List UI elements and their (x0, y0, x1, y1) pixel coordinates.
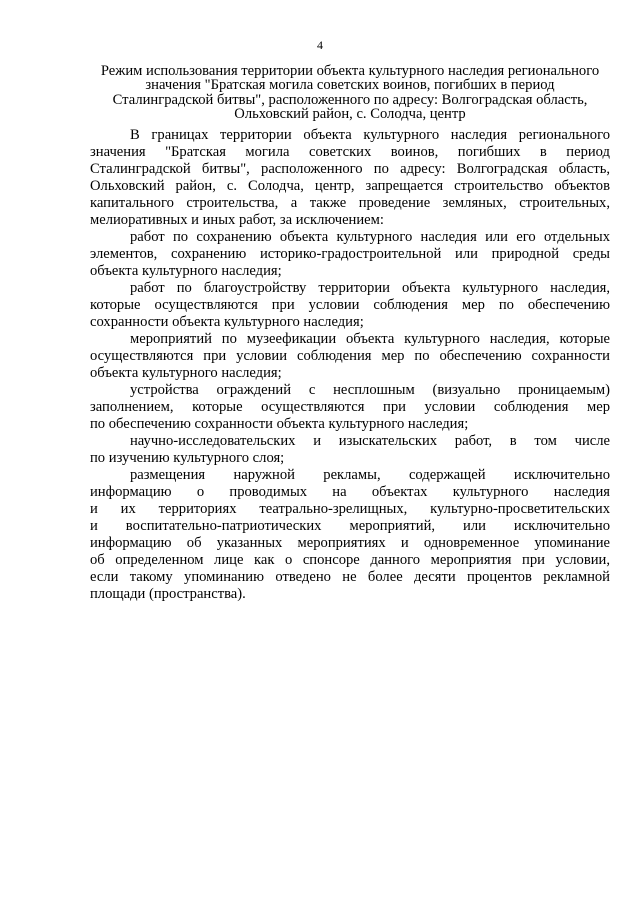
document-body (90, 127, 610, 603)
text-line: площади (пространства). (90, 586, 246, 602)
paragraph-exception-museum (90, 331, 610, 382)
title-line: значения "Братская могила советских воинов, погибших в период (145, 77, 555, 94)
text-line: устройства ограждений с несплошным (визуально проницаемым) (130, 382, 610, 398)
text-line: и их территориях театрально-зрелищных, культурно-просветительских (90, 501, 610, 517)
text-line: заполнением, которые осуществляются при условии соблюдения мер (90, 399, 610, 415)
paragraph-intro (90, 127, 610, 229)
text-line: размещения наружной рекламы, содержащей исключительно (130, 467, 610, 483)
title-line: Сталинградской битвы", расположенного по адресу: Волгоградская область, (112, 91, 588, 108)
text-line: работ по благоустройству территории объекта культурного наследия, (130, 280, 610, 296)
paragraph-exception-research (90, 433, 610, 467)
text-line: и воспитательно-патриотических мероприятий, или исключительно (90, 518, 610, 534)
text-line: информацию о проводимых на объектах культурного наследия (90, 484, 610, 500)
text-line: которые осуществляются при условии соблюдения мер по обеспечению (90, 297, 610, 313)
paragraph-exception-landscaping (90, 280, 610, 331)
document-title (86, 64, 614, 122)
paragraph-exception-preservation (90, 229, 610, 280)
text-line: мелиоративных и иных работ, за исключением: (90, 212, 384, 228)
text-line: объекта культурного наследия; (90, 365, 282, 381)
text-line: Сталинградской битвы", расположенного по адресу: Волгоградская область, (90, 161, 610, 177)
text-line: об определенном лице как о спонсоре данного мероприятия при условии, (90, 552, 610, 568)
text-line: значения "Братская могила советских воинов, погибших в период (90, 144, 610, 160)
paragraph-exception-fencing (90, 382, 610, 433)
text-line: осуществляются при условии соблюдения мер по обеспечению сохранности (90, 348, 610, 364)
text-line: мероприятий по музеефикации объекта культурного наследия, которые (130, 331, 610, 347)
title-line: Режим использования территории объекта культурного наследия регионального (100, 63, 600, 79)
text-line: капитального строительства, а также проведение земляных, строительных, (90, 195, 610, 211)
text-line: объекта культурного наследия; (90, 263, 282, 279)
paragraph-exception-advertising (90, 467, 610, 603)
text-line: по изучению культурного слоя; (90, 450, 285, 466)
title-line: Ольховский район, с. Солодча, центр (234, 106, 466, 123)
text-line: сохранности объекта культурного наследия; (90, 314, 364, 330)
text-line: работ по сохранению объекта культурного наследия или его отдельных (130, 229, 610, 245)
text-line: научно-исследовательских и изыскательских работ, в том числе (130, 433, 610, 449)
text-line: информацию об указанных мероприятиях и одновременное упоминание (90, 535, 610, 551)
text-line: Ольховский район, с. Солодча, центр, запрещается строительство объектов (90, 178, 610, 194)
text-line: если такому упоминанию отведено не более десяти процентов рекламной (90, 569, 610, 585)
page-number: 4 (317, 38, 323, 52)
text-line: по обеспечению сохранности объекта культурного наследия; (90, 416, 469, 432)
text-line: В границах территории объекта культурного наследия регионального (130, 127, 610, 143)
text-line: элементов, сохранению историко-градостроительной или природной среды (90, 246, 610, 262)
